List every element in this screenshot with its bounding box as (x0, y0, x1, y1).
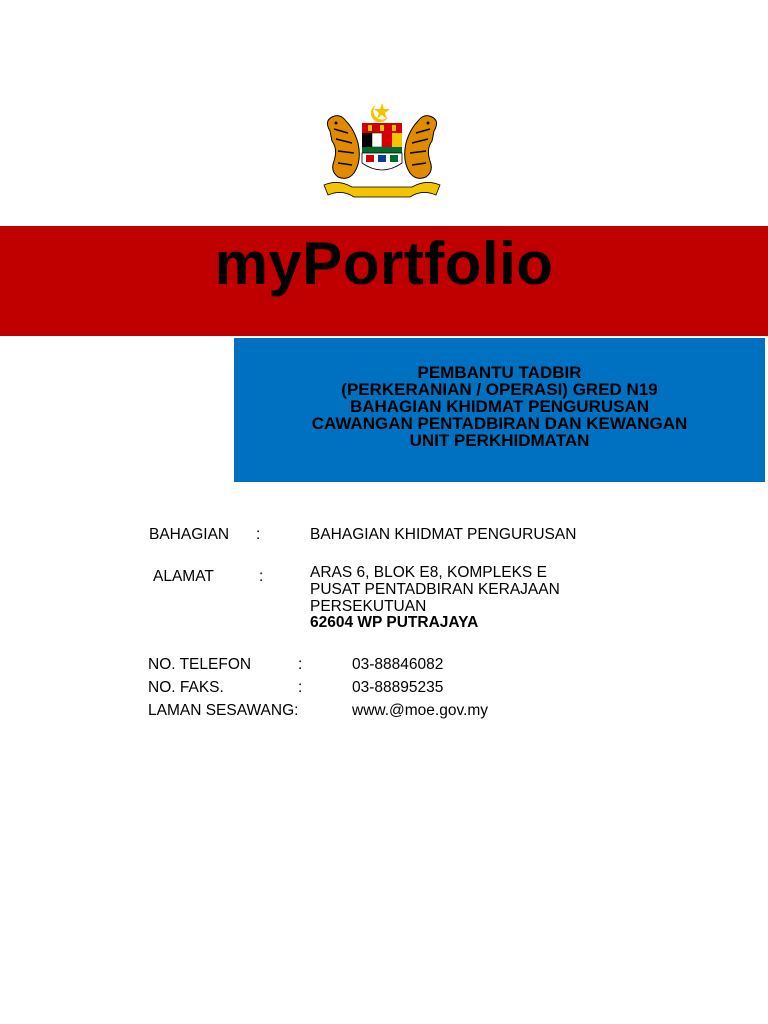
position-line: UNIT PERKHIDMATAN (409, 431, 590, 450)
alamat-line: ARAS 6, BLOK E8, KOMPLEKS E (310, 564, 547, 581)
telefon-separator: : (298, 656, 303, 673)
position-line: (PERKERANIAN / OPERASI) GRED N19 (341, 380, 658, 399)
faks-label: NO. FAKS. (148, 679, 224, 696)
faks-value: 03-88895235 (352, 679, 444, 696)
bahagian-separator: : (256, 526, 261, 543)
alamat-line: PERSEKUTUAN (310, 598, 427, 615)
laman-link[interactable]: www.@moe.gov.my (352, 702, 489, 719)
telefon-value: 03-88846082 (352, 656, 444, 673)
laman-label: LAMAN SESAWANG: (148, 702, 299, 719)
bahagian-value: BAHAGIAN KHIDMAT PENGURUSAN (310, 526, 577, 543)
position-line: BAHAGIAN KHIDMAT PENGURUSAN (349, 397, 650, 416)
alamat-postcode: 62604 WP PUTRAJAYA (310, 614, 479, 631)
position-line: PEMBANTU TADBIR (417, 363, 582, 382)
faks-separator: : (298, 679, 303, 696)
telefon-label: NO. TELEFON (148, 656, 252, 673)
alamat-separator: : (259, 568, 264, 585)
alamat-label: ALAMAT (153, 568, 214, 585)
coat-of-arms-logo (318, 103, 446, 207)
page-title: myPortfolio (214, 230, 554, 297)
position-line: CAWANGAN PENTADBIRAN DAN KEWANGAN (311, 414, 688, 433)
alamat-line: PUSAT PENTADBIRAN KERAJAAN (310, 581, 560, 598)
position-text (234, 364, 765, 449)
bahagian-label: BAHAGIAN (149, 526, 230, 543)
